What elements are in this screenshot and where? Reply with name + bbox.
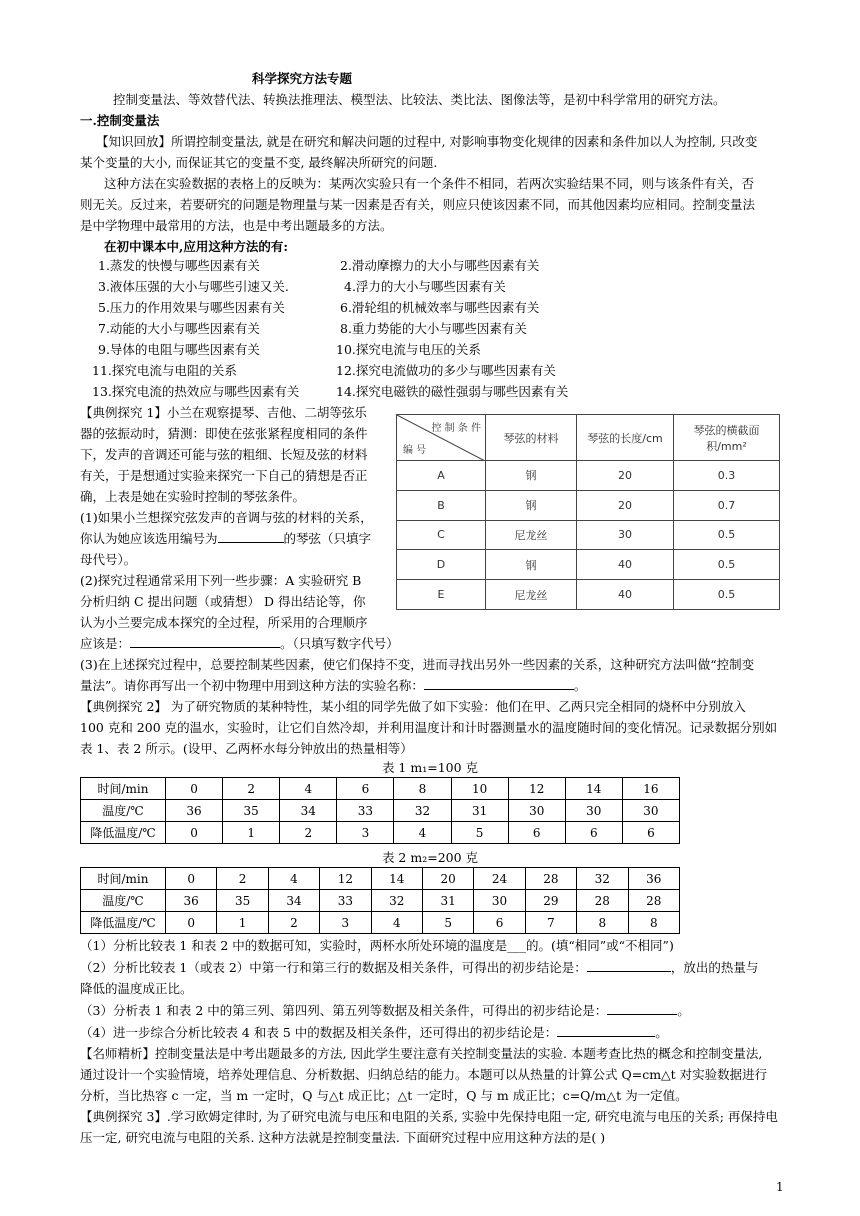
example1-line: 分析归纳 C 提出问题（或猜想） D 得出结论等，你	[80, 594, 366, 609]
answer-blank[interactable]	[218, 542, 284, 543]
method-paragraph-line1: 这种方法在实验数据的表格上的反映为：某两次实验只有一个条件不相同，若两次实验结果不同，则与该条件有关，否	[104, 176, 755, 191]
application-item: 1.蒸发的快慢与哪些因素有关	[98, 258, 260, 273]
page-number: 1	[776, 1180, 784, 1194]
application-item: 9.导体的电阻与哪些因素有关	[98, 342, 260, 357]
row-header: 温度/℃	[81, 890, 166, 912]
table-row	[81, 890, 680, 912]
table-cell: 3	[337, 822, 394, 844]
table-cell: 28	[525, 868, 576, 890]
table-cell: 14	[565, 778, 622, 800]
diagonal-header-cell	[397, 415, 486, 461]
table-cell: 28	[628, 890, 679, 912]
table1	[80, 777, 680, 844]
table-cell: 4	[280, 778, 337, 800]
table-cell: 10	[451, 778, 508, 800]
example1-line: 母代号）。	[80, 552, 137, 567]
example2-line2: 100 克和 200 克的温水，实验时，让它们自然冷却，并利用温度计和计时器测量水的温度随时间的变化情况。记录数据分别如	[80, 720, 778, 735]
header-number-label: 编 号	[403, 445, 427, 456]
row-header: 时间/min	[81, 778, 166, 800]
table-cell: 0.5	[674, 550, 780, 580]
column-header: 琴弦的长度/cm	[577, 415, 674, 461]
table-cell: 33	[320, 890, 371, 912]
example1-q1-text: 你认为她应该选用编号为	[80, 531, 218, 546]
knowledge-review-line2: 某个变量的大小, 而保证其它的变量不变, 最终解决所研究的问题.	[80, 155, 438, 170]
page-title: 科学探究方法专题	[252, 71, 353, 86]
example1-line: (1)如果小兰想探究弦发声的音调与弦的材料的关系，	[80, 510, 373, 525]
question3: （3）分析表 1 和表 2 中的第三列、第四列、第五列等数据及相关条件，可得出的初步结论是： 。	[80, 1003, 690, 1018]
table-cell: 30	[577, 520, 674, 550]
table-cell: 32	[394, 800, 451, 822]
question3-text: （3）分析表 1 和表 2 中的第三列、第四列、第五列等数据及相关条件，可得出的初步结论是：	[80, 1003, 608, 1018]
table-cell: 36	[166, 890, 217, 912]
example1-q3-line2: 量法”。请你再写出一个初中物理中用到这种方法的实验名称： 。	[80, 678, 587, 693]
knowledge-review-line1: 【知识回放】所谓控制变量法, 就是在研究和解决问题的过程中, 对影响事物变化规律的因素和条件加以人为控制, 只改变	[96, 134, 758, 149]
table-cell: 30	[508, 800, 565, 822]
table-cell: 12	[320, 868, 371, 890]
table-row	[81, 778, 680, 800]
table-cell: 6	[474, 912, 525, 934]
table-cell: 34	[280, 800, 337, 822]
example1-line: (2)探究过程通常采用下列一些步骤：A 实验研究 B	[80, 573, 362, 588]
table-cell: 36	[628, 868, 679, 890]
example1-q1-tail: 的琴弦（只填字	[283, 531, 372, 546]
table-cell: A	[397, 461, 486, 491]
column-header: 琴弦的材料	[486, 415, 577, 461]
application-item: 14.探究电磁铁的磁性强弱与哪些因素有关	[336, 384, 569, 399]
example3-line1: 【典例探究 3】.学习欧姆定律时, 为了研究电流与电压和电阻的关系, 实验中先保持电阻一定, 研究电流与电压的关系; 再保持电	[80, 1109, 778, 1124]
example3-line2: 压一定, 研究电流与电阻的关系. 这种方法就是控制变量法. 下面研究过程中应用这种方法的是( )	[80, 1130, 606, 1145]
example1-q2-text: 应该是：	[80, 636, 131, 651]
table-cell: 4	[394, 822, 451, 844]
question4: （4）进一步综合分析比较表 4 和表 5 中的数据及相关条件，还可得出的初步结论是： 。	[80, 1025, 668, 1040]
table-cell: 8	[577, 912, 628, 934]
row-header: 时间/min	[81, 868, 166, 890]
table-cell: 0.5	[674, 580, 780, 610]
table-cell: 40	[577, 580, 674, 610]
example1-line: 【典例探究 1】小兰在观察提琴、吉他、二胡等弦乐	[80, 405, 367, 420]
application-item: 12.探究电流做功的多少与哪些因素有关	[336, 363, 556, 378]
example1-line: 下，发声的音调还可能与弦的粗细、长短及弦的材料	[80, 447, 368, 462]
table-row	[397, 550, 780, 580]
table-cell: 20	[422, 868, 473, 890]
table-cell: 尼龙丝	[486, 580, 577, 610]
table-cell: 20	[577, 490, 674, 520]
table-cell: 0	[166, 912, 217, 934]
method-paragraph-line3: 是中学物理中最常用的方法，也是中考出题最多的方法。	[80, 218, 393, 233]
table-cell: 29	[525, 890, 576, 912]
answer-blank[interactable]	[130, 647, 280, 648]
expert-analysis-line1: 【名师精析】控制变量法是中考出题最多的方法, 因此学生要注意有关控制变量法的实验. 本题考查比热的概念和控制变量法,	[80, 1046, 763, 1061]
table-cell: 4	[371, 912, 422, 934]
example2-line1: 【典例探究 2】 为了研究物质的某种特性，某小组的同学先做了如下实验：他们在甲、乙两只完全相同的烧杯中分别放入	[80, 699, 746, 714]
table-cell: 30	[622, 800, 679, 822]
question4-text: （4）进一步综合分析比较表 4 和表 5 中的数据及相关条件，还可得出的初步结论是：	[80, 1025, 558, 1040]
table-cell: C	[397, 520, 486, 550]
table-cell: 6	[565, 822, 622, 844]
table-row	[81, 912, 680, 934]
example1-q3-text: 量法”。请你再写出一个初中物理中用到这种方法的实验名称：	[80, 678, 424, 693]
table-cell: 3	[320, 912, 371, 934]
application-item: 4.浮力的大小与哪些因素有关	[344, 279, 506, 294]
application-item: 11.探究电流与电阻的关系	[92, 363, 237, 378]
table-cell: 5	[422, 912, 473, 934]
application-item: 6.滑轮组的机械效率与哪些因素有关	[340, 300, 540, 315]
example1-q2-tail: 。（只填写数字代号）	[280, 636, 399, 651]
table-cell: 6	[508, 822, 565, 844]
example2-line3: 表 1、表 2 所示。(设甲、乙两杯水每分钟放出的热量相等）	[80, 741, 413, 756]
table-cell: 2	[223, 778, 280, 800]
table-cell: 24	[474, 868, 525, 890]
table-cell: 16	[622, 778, 679, 800]
table-cell: 0.3	[674, 461, 780, 491]
table-cell: 34	[268, 890, 319, 912]
application-item: 5.压力的作用效果与哪些因素有关	[98, 300, 285, 315]
application-item: 3.液体压强的大小与哪些引速又关.	[98, 279, 289, 294]
expert-analysis-line3: 分析，当比热容 c 一定，当 m 一定时，Q 与△t 成正比；△t 一定时，Q 与 m 成正比；c=Q/m△t 为一定值。	[80, 1088, 688, 1103]
question1: （1）分析比较表 1 和表 2 中的数据可知，实验时，两杯水所处环境的温度是___的。(填“相同”或“不相同”)	[80, 938, 674, 953]
table-cell: 0	[166, 778, 223, 800]
table2-caption: 表 2 m₂=200 克	[381, 850, 479, 865]
table-cell: 1	[223, 822, 280, 844]
table-row	[397, 520, 780, 550]
table-cell: 30	[565, 800, 622, 822]
example1-line: 确，上表是她在实验时控制的琴弦条件。	[80, 489, 306, 504]
table-cell: 6	[337, 778, 394, 800]
row-header: 温度/℃	[81, 800, 166, 822]
table-cell: 36	[166, 800, 223, 822]
table-cell: 40	[577, 550, 674, 580]
application-item: 7.动能的大小与哪些因素有关	[98, 321, 260, 336]
table-cell: 2	[217, 868, 268, 890]
table-cell: D	[397, 550, 486, 580]
question2-line2: 降低的温度成正比。	[80, 981, 193, 996]
table1-caption: 表 1 m₁=100 克	[381, 760, 479, 775]
row-header: 降低温度/℃	[81, 822, 166, 844]
table-cell: 0.7	[674, 490, 780, 520]
table2	[80, 867, 680, 934]
table-row	[81, 822, 680, 844]
table-cell: 32	[371, 890, 422, 912]
row-header: 降低温度/℃	[81, 912, 166, 934]
table-cell: 32	[577, 868, 628, 890]
column-header: 琴弦的横截面积/mm²	[674, 415, 780, 461]
intro-text: 控制变量法、等效替代法、转换法推理法、模型法、比较法、类比法、图像法等，是初中科学常用的研究方法。	[113, 92, 726, 107]
table-cell: 8	[628, 912, 679, 934]
expert-analysis-line2: 通过设计一个实验情境，培养处理信息、分析数据、归纳总结的能力。本题可以从热量的计算公式 Q=cm△t 对实验数据进行	[80, 1067, 768, 1082]
table-cell: 30	[474, 890, 525, 912]
application-item: 8.重力势能的大小与哪些因素有关	[340, 321, 527, 336]
application-item: 13.探究电流的热效应与哪些因素有关	[92, 384, 300, 399]
table-row	[81, 800, 680, 822]
table-row	[81, 868, 680, 890]
question2-text: （2）分析比较表 1（或表 2）中第一行和第三行的数据及相关条件，可得出的初步结论是：	[80, 960, 587, 975]
table-cell: 35	[223, 800, 280, 822]
table-cell: 2	[280, 822, 337, 844]
example1-line: 有关，于是想通过实验来探究一下自己的猜想是否正	[80, 468, 368, 483]
table-cell: 钢	[486, 550, 577, 580]
table-cell: 33	[337, 800, 394, 822]
table-cell: 31	[451, 800, 508, 822]
applications-heading: 在初中课本中,应用这种方法的有:	[104, 239, 288, 254]
table-cell: 12	[508, 778, 565, 800]
table-cell: 钢	[486, 461, 577, 491]
table-cell: 钢	[486, 490, 577, 520]
table-cell: 0	[166, 868, 217, 890]
table-cell: 5	[451, 822, 508, 844]
question2-tail: ，放出的热量与	[670, 960, 759, 975]
table-cell: 1	[217, 912, 268, 934]
table-row	[397, 580, 780, 610]
string-conditions-table	[396, 414, 780, 610]
table-cell: 35	[217, 890, 268, 912]
table-cell: 28	[577, 890, 628, 912]
application-item: 2.滑动摩擦力的大小与哪些因素有关	[340, 258, 540, 273]
answer-blank[interactable]	[587, 971, 671, 972]
table-cell: 0	[166, 822, 223, 844]
table-cell: 2	[268, 912, 319, 934]
table-row	[397, 461, 780, 491]
example1-line: 认为小兰要完成本探究的全过程，所采用的合理顺序	[80, 615, 368, 630]
table-cell: 0.5	[674, 520, 780, 550]
method-paragraph-line2: 则无关。反过来，若要研究的问题是物理量与某一因素是否有关，则应只使该因素不同，而其他因素均应相同。控制变量法	[80, 197, 756, 212]
table-cell: 31	[422, 890, 473, 912]
question2-line1	[80, 957, 780, 978]
table-cell: E	[397, 580, 486, 610]
table-cell: 尼龙丝	[486, 520, 577, 550]
table-row	[397, 490, 780, 520]
table-cell: 6	[622, 822, 679, 844]
table-cell: 8	[394, 778, 451, 800]
table-cell: 14	[371, 868, 422, 890]
table-cell: 7	[525, 912, 576, 934]
example1-line: 器的弦振动时，猜测：即使在弦张紧程度相同的条件	[80, 426, 368, 441]
section-heading: 一.控制变量法	[80, 113, 160, 128]
answer-blank[interactable]	[424, 689, 574, 690]
answer-blank[interactable]	[607, 1014, 677, 1015]
answer-blank[interactable]	[557, 1036, 655, 1037]
table-cell: 4	[268, 868, 319, 890]
table-cell: B	[397, 490, 486, 520]
example1-q3-line1: (3)在上述探究过程中，总要控制某些因素，使它们保持不变，进而寻找出另外一些因素的关系，这种研究方法叫做“控制变	[80, 657, 755, 672]
application-item: 10.探究电流与电压的关系	[336, 342, 481, 357]
example1-line	[80, 633, 780, 654]
header-control-label: 控 制 条 件	[431, 423, 481, 434]
table-cell: 20	[577, 461, 674, 491]
